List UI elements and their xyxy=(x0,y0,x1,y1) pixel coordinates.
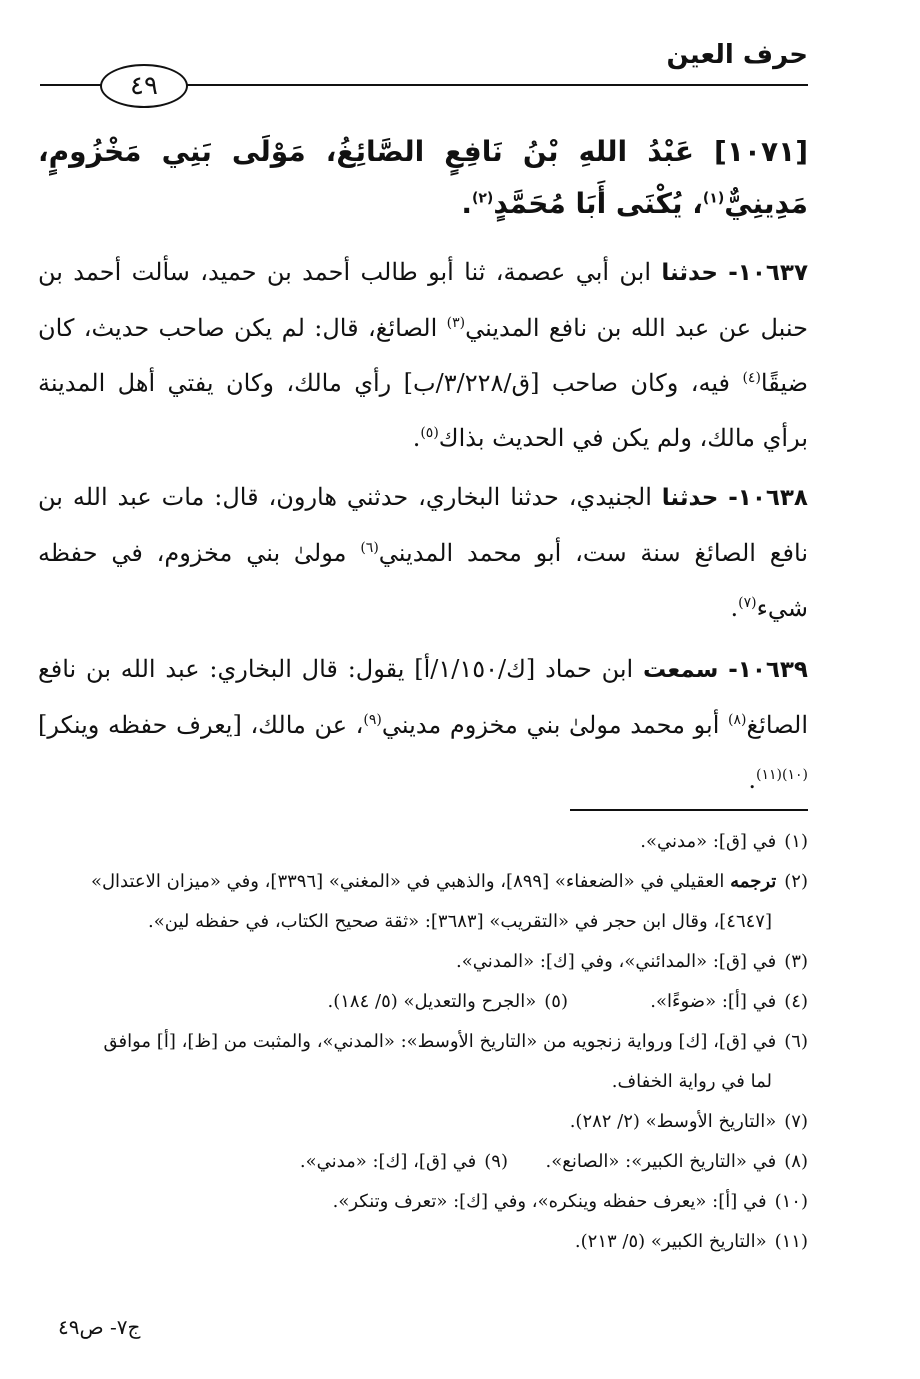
footnote-10: (١٠)في [أ]: «يعرف حفظه وينكره»، وفي [ك]: «تعرف وتنكر». xyxy=(332,1191,808,1212)
footnote-ref[interactable]: (٩) xyxy=(363,712,382,728)
footnote-divider xyxy=(570,809,808,811)
footnote-7: (٧)«التاريخ الأوسط» (٢/ ٢٨٢). xyxy=(569,1111,808,1132)
entry-heading: [١٠٧١] عَبْدُ اللهِ بْنُ نَافِعٍ الصَّائِغُ، مَوْلَى بَنِي مَخْزُومٍ، مَدِينِيٌّ$^{(١)}$، يُكْنَى أَبَا مُحَمَّدٍ$^{(٢)}$. xyxy=(38,135,808,220)
footnote-ref[interactable]: (١٠)(١١) xyxy=(756,767,808,783)
narration-paragraph: ١٠٦٣٧- حدثنا ابن أبي عصمة، ثنا أبو طالب أحمد بن حميد، سألت أحمد بن حنبل عن عبد الله بن نافع المديني$^{(٣)}$ الصائغ، قال: لم يكن صاحب حديث، كان ضيقًا$^{(٤)}$ فيه، وكان صاحب [ق/٣/٢٢٨/ب] رأي مالك، وكان يفتي أهل المدينة برأي مالك، ولم يكن في الحديث بذاك$^{(٥)}$. xyxy=(38,258,808,452)
narration-paragraph: ١٠٦٣٩- سمعت ابن حماد [ك/١/١٥٠/أ] يقول: قال البخاري: عبد الله بن نافع الصائغ$^{(٨)}$ أبو محمد مولىٰ بني مخزوم مديني$^{(٩)}$، عن مالك، [يعرف حفظه وينكر]$^{(١٠)(١١)}$. xyxy=(38,655,808,794)
footnote-1: (١)في [ق]: «مدني». xyxy=(640,831,808,852)
footnote-ref[interactable]: (٦) xyxy=(360,540,379,556)
narration-number: ١٠٦٣٨- xyxy=(728,485,808,511)
footnote-row xyxy=(38,982,808,1022)
footnote-3: (٣)في [ق]: «المدائني»، وفي [ك]: «المدني». xyxy=(456,951,808,972)
footnote-6: (٦)في [ق]، [ك] ورواية زنجويه من «التاريخ الأوسط»: «المدني»، والمثبت من [ظ]، [أ] موافق xyxy=(103,1031,808,1052)
footnote-ref[interactable]: (٣) xyxy=(446,315,466,331)
footnote-ref[interactable]: (٤) xyxy=(742,370,761,386)
narration-verb: حدثنا xyxy=(661,260,718,286)
entry-title: عَبْدُ اللهِ بْنُ نَافِعٍ الصَّائِغُ، مَوْلَى بَنِي مَخْزُومٍ، مَدِينِيٌّ xyxy=(38,135,808,220)
running-title: حرف العين xyxy=(666,40,808,70)
footnote-ref[interactable]: (٧) xyxy=(738,595,757,611)
footnotes xyxy=(38,822,808,1262)
footnote-6-cont: لما في رواية الخفاف. xyxy=(611,1071,772,1092)
footnote-8: (٨)في «التاريخ الكبير»: «الصانع». xyxy=(545,1151,808,1172)
narration-verb: سمعت xyxy=(643,657,719,683)
narration-verb: حدثنا xyxy=(661,485,719,511)
entry-kunya: ، يُكْنَى أَبَا مُحَمَّدٍ xyxy=(493,187,703,220)
footnote-4: (٤)في [أ]: «ضوءًا». xyxy=(650,991,808,1012)
footnote-9: (٩)في [ق]، [ك]: «مدني». xyxy=(299,1151,508,1172)
footnote-ref[interactable]: (٨) xyxy=(727,712,747,728)
narration-paragraph: ١٠٦٣٨- حدثنا الجنيدي، حدثنا البخاري، حدثني هارون، قال: مات عبد الله بن نافع الصائغ سنة ست، أبو محمد المديني$^{(٦)}$ مولىٰ بني مخزوم، في حفظه شيء$^{(٧)}$. xyxy=(38,483,809,622)
entry-number: [١٠٧١] xyxy=(714,135,808,168)
narration-number: ١٠٦٣٩- xyxy=(728,657,808,683)
narration-number: ١٠٦٣٧- xyxy=(728,260,808,286)
footnote-2: (٢)ترجمه العقيلي في «الضعفاء» [٨٩٩]، والذهبي في «المغني» [٣٣٩٦]، وفي «ميزان الاعتدال» xyxy=(90,871,808,892)
footnote-row xyxy=(38,1142,808,1182)
footnote-ref[interactable]: (١) xyxy=(702,190,725,207)
page-number: ٤٩ xyxy=(100,64,188,108)
footnote-2-cont: [٤٦٤٧]، وقال ابن حجر في «التقريب» [٣٦٨٣]: «ثقة صحيح الكتاب، في حفظه لين». xyxy=(148,911,772,932)
footnote-ref[interactable]: (٥) xyxy=(420,425,439,441)
footnote-11: (١١)«التاريخ الكبير» (٥/ ٢١٣). xyxy=(574,1231,808,1252)
footnote-ref[interactable]: (٢) xyxy=(471,190,494,207)
footnote-5: (٥)«الجرح والتعديل» (٥/ ١٨٤). xyxy=(327,991,568,1012)
volume-page-marker: ج٧- ص٤٩ xyxy=(58,1315,141,1339)
